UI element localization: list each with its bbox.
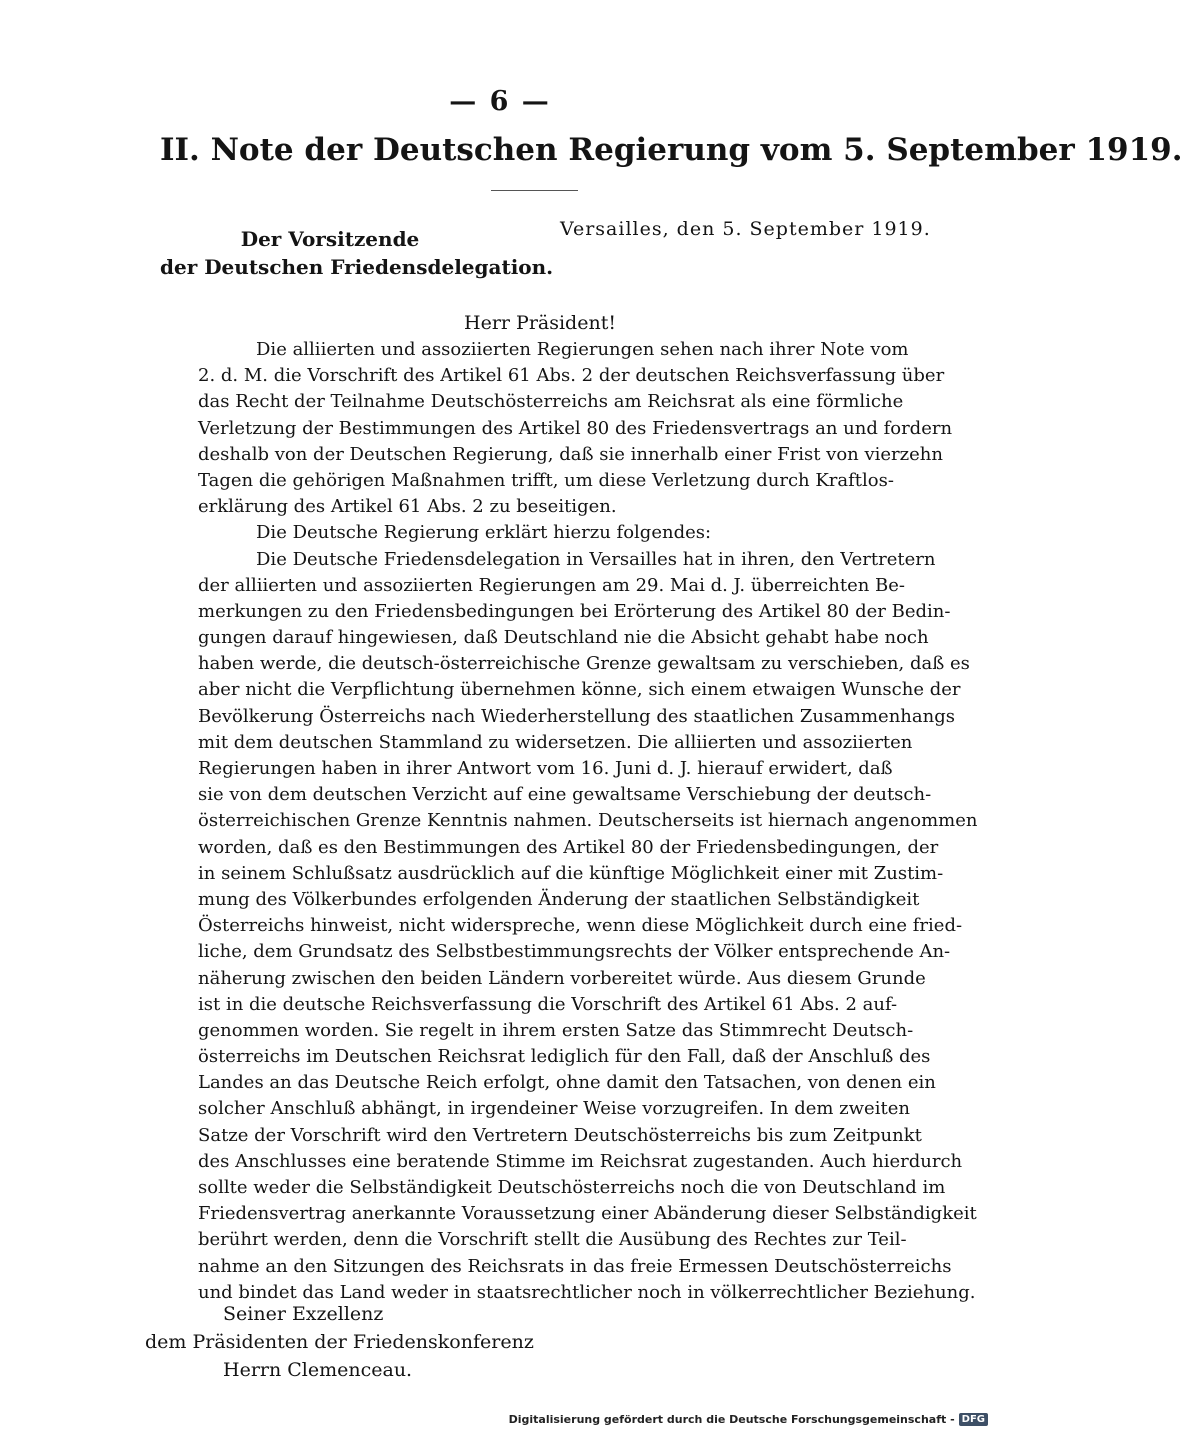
sender-line: der Deutschen Friedensdelegation. bbox=[160, 255, 554, 279]
body-line: österreichischen Grenze Kenntnis nahmen. Deutscherseits ist hiernach angenommen bbox=[198, 810, 978, 832]
addressee-line: dem Präsidenten der Friedenskonferenz bbox=[145, 1331, 534, 1353]
body-line: solcher Anschluß abhängt, in irgendeiner Weise vorzugreifen. In dem zweiten bbox=[198, 1098, 910, 1120]
sender-block bbox=[160, 225, 554, 281]
body-line: Die Deutsche Friedensdelegation in Versailles hat in ihren, den Vertretern bbox=[256, 548, 936, 570]
body-line: in seinem Schlußsatz ausdrücklich auf die künftige Möglichkeit einer mit Zustim- bbox=[198, 862, 944, 884]
addressee-line: Seiner Exzellenz bbox=[223, 1303, 384, 1325]
body-line: 2. d. M. die Vorschrift des Artikel 61 Abs. 2 der deutschen Reichsverfassung über bbox=[198, 365, 945, 387]
salutation: Herr Präsident! bbox=[464, 312, 616, 334]
body-line: ist in die deutsche Reichsverfassung die Vorschrift des Artikel 61 Abs. 2 auf- bbox=[198, 993, 898, 1015]
body-line: Landes an das Deutsche Reich erfolgt, ohne damit den Tatsachen, von denen ein bbox=[198, 1072, 936, 1094]
body-line: das Recht der Teilnahme Deutschösterreichs am Reichsrat als eine förmliche bbox=[198, 391, 904, 413]
body-line: mit dem deutschen Stammland zu widersetzen. Die alliierten und assoziierten bbox=[198, 731, 913, 753]
body-line: merkungen zu den Friedensbedingungen bei Erörterung des Artikel 80 der Bedin- bbox=[198, 600, 951, 622]
body-line: sollte weder die Selbständigkeit Deutschösterreichs noch die von Deutschland im bbox=[198, 1177, 946, 1198]
body-line: mung des Völkerbundes erfolgenden Änderung der staatlichen Selbständigkeit bbox=[198, 888, 920, 910]
body-line: haben werde, die deutsch-österreichische Grenze gewaltsam zu verschieben, daß es bbox=[198, 653, 970, 675]
body-line: Tagen die gehörigen Maßnahmen trifft, um diese Verletzung durch Kraftlos- bbox=[198, 469, 894, 491]
body-line: Regierungen haben in ihrer Antwort vom 16. Juni d. J. hierauf erwidert, daß bbox=[198, 758, 893, 779]
body-line: nahme an den Sitzungen des Reichsrats in das freie Ermessen Deutschösterreichs bbox=[198, 1255, 952, 1277]
credit-text: Digitalisierung gefördert durch die Deutsche Forschungsgemeinschaft - bbox=[508, 1413, 955, 1426]
digitization-credit bbox=[509, 1413, 988, 1426]
body-line: genommen worden. Sie regelt in ihrem ersten Satze das Stimmrecht Deutsch- bbox=[198, 1019, 914, 1041]
body-line: worden, daß es den Bestimmungen des Artikel 80 der Friedensbedingungen, der bbox=[198, 836, 939, 858]
body-line: gungen darauf hingewiesen, daß Deutschland nie die Absicht gehabt habe noch bbox=[198, 627, 929, 649]
letter-body bbox=[198, 337, 978, 1306]
body-line: des Anschlusses eine beratende Stimme im Reichsrat zugestanden. Auch hierdurch bbox=[198, 1150, 963, 1172]
addressee-block bbox=[145, 1300, 534, 1384]
page-number: — 6 — bbox=[449, 86, 551, 117]
place-date: Versailles, den 5. September 1919. bbox=[560, 218, 931, 240]
dfg-logo: DFG bbox=[959, 1413, 988, 1426]
body-line: deshalb von der Deutschen Regierung, daß sie innerhalb einer Frist von vierzehn bbox=[198, 443, 943, 465]
sender-line: Der Vorsitzende bbox=[240, 227, 420, 251]
title-divider bbox=[491, 190, 578, 191]
body-line: österreichs im Deutschen Reichsrat lediglich für den Fall, daß der Anschluß des bbox=[198, 1046, 931, 1068]
addressee-line: Herrn Clemenceau. bbox=[223, 1359, 413, 1381]
body-line: Bevölkerung Österreichs nach Wiederherstellung des staatlichen Zusammenhangs bbox=[198, 705, 955, 727]
body-line: Die Deutsche Regierung erklärt hierzu folgendes: bbox=[256, 522, 712, 544]
body-line: und bindet das Land weder in staatsrechtlicher noch in völkerrechtlicher Beziehung. bbox=[198, 1281, 976, 1303]
body-line: der alliierten und assoziierten Regierungen am 29. Mai d. J. überreichten Be- bbox=[198, 574, 906, 596]
body-line: Die alliierten und assoziierten Regierungen sehen nach ihrer Note vom bbox=[256, 339, 909, 360]
body-line: aber nicht die Verpflichtung übernehmen könne, sich einem etwaigen Wunsche der bbox=[198, 679, 961, 701]
body-line: Satze der Vorschrift wird den Vertretern Deutschösterreichs bis zum Zeitpunkt bbox=[198, 1124, 922, 1146]
body-line: liche, dem Grundsatz des Selbstbestimmungsrechts der Völker entsprechende An- bbox=[198, 941, 951, 963]
body-line: näherung zwischen den beiden Ländern vorbereitet würde. Aus diesem Grunde bbox=[198, 967, 926, 989]
body-line: erklärung des Artikel 61 Abs. 2 zu beseitigen. bbox=[198, 496, 617, 518]
body-line: Verletzung der Bestimmungen des Artikel 80 des Friedensvertrags an und fordern bbox=[198, 417, 953, 439]
body-line: Friedensvertrag anerkannte Voraussetzung einer Abänderung dieser Selbständigkeit bbox=[198, 1203, 977, 1225]
body-line: berührt werden, denn die Vorschrift stellt die Ausübung des Rechtes zur Teil- bbox=[198, 1229, 907, 1251]
body-line: Österreichs hinweist, nicht widerspreche, wenn diese Möglichkeit durch eine fried- bbox=[198, 915, 963, 937]
body-line: sie von dem deutschen Verzicht auf eine gewaltsame Verschiebung der deutsch- bbox=[198, 784, 932, 806]
document-title: II. Note der Deutschen Regierung vom 5. September 1919. bbox=[160, 132, 1183, 168]
